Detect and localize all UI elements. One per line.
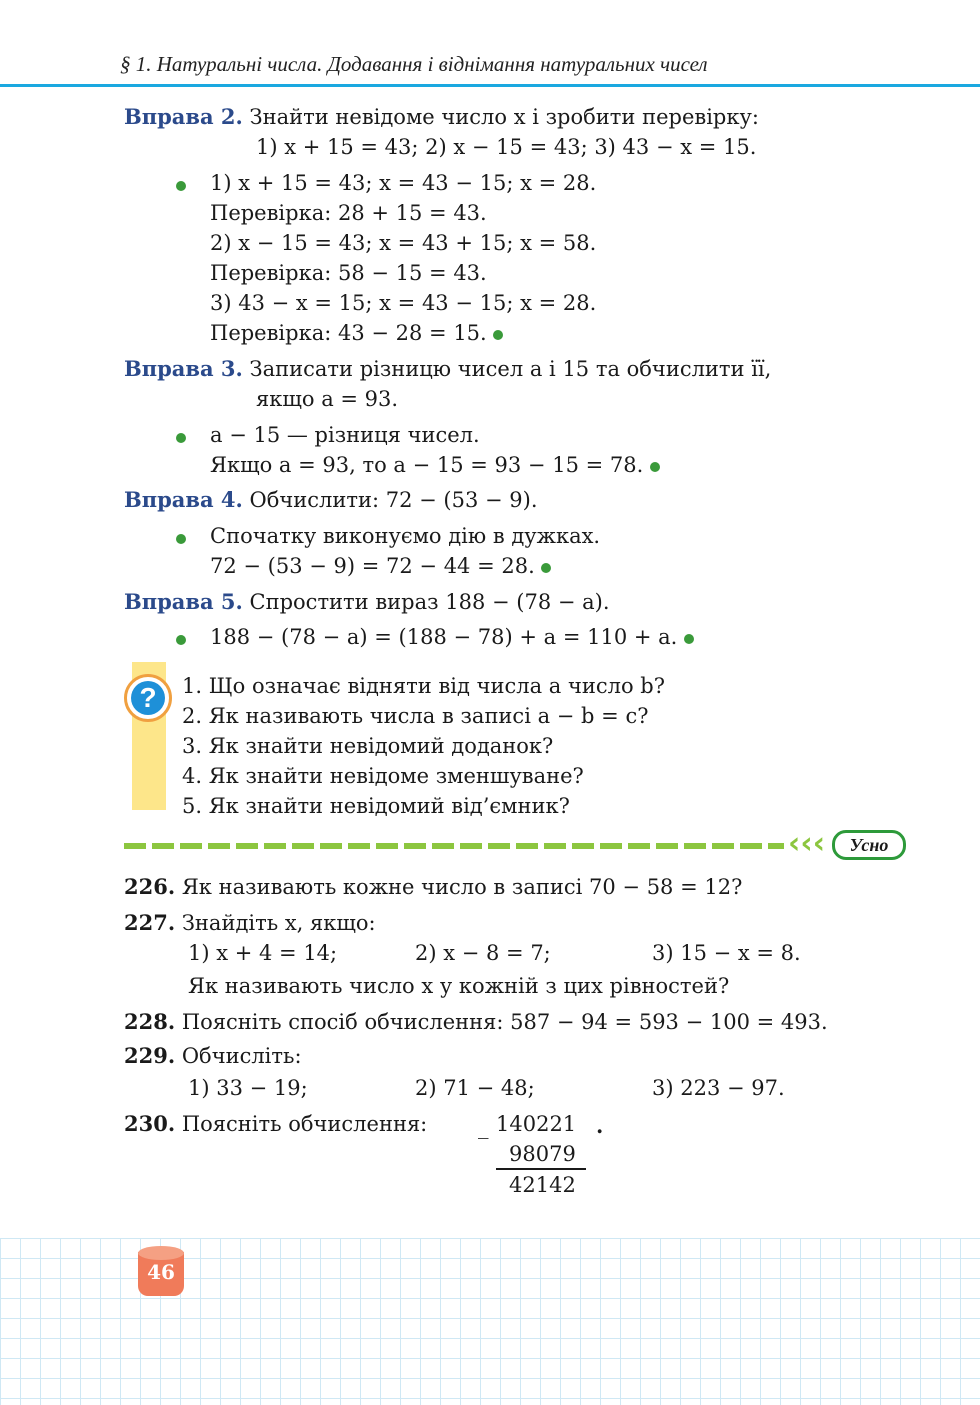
solution-text: 72 − (53 − 9) = 72 − 44 = 28. <box>210 554 535 578</box>
problem-number: 229. <box>124 1043 176 1068</box>
minus-sign: _ <box>478 1115 489 1139</box>
chevrons-icon: ‹‹‹ <box>788 826 826 861</box>
problem-227 <box>124 908 376 938</box>
solution-line: a − 15 — різниця чисел. <box>210 423 480 447</box>
section-badge-oral: Усно <box>832 830 906 860</box>
exercise-task: Записати різницю чисел a і 15 та обчислити її, <box>249 357 772 381</box>
question-mark-glyph: ? <box>131 681 165 715</box>
problem-text: Знайдіть x, якщо: <box>181 911 376 935</box>
solution-line-end <box>210 622 694 652</box>
exercise-2-heading <box>124 102 759 132</box>
problem-227-part-1: 1) x + 4 = 14; <box>188 941 338 965</box>
problem-text: Поясніть обчислення: <box>181 1112 428 1136</box>
solution-line: Спочатку виконуємо дію в дужках. <box>210 524 601 548</box>
page-number-tab <box>138 1246 184 1298</box>
solution-line: Перевірка: 28 + 15 = 43. <box>210 201 487 225</box>
end-dot-icon <box>541 563 551 573</box>
question-item: 3. Як знайти невідомий доданок? <box>182 734 554 758</box>
exercise-task: Спростити вираз 188 − (78 − a). <box>249 590 610 614</box>
problem-227-part-2: 2) x − 8 = 7; <box>415 941 551 965</box>
question-item: 1. Що означає відняти від числа a число b? <box>182 674 665 698</box>
page-number: 46 <box>147 1260 175 1284</box>
solution-line-end <box>210 551 551 581</box>
exercise-task: Знайти невідоме число x і зробити перевірку: <box>249 105 759 129</box>
running-header: § 1. Натуральні числа. Додавання і віднімання натуральних чисел <box>120 52 708 76</box>
solution-line-end <box>210 450 660 480</box>
problem-text: Обчисліть: <box>181 1044 302 1068</box>
difference: 42142 <box>509 1173 576 1197</box>
end-dot-icon <box>650 462 660 472</box>
problem-number: 227. <box>124 910 176 935</box>
problem-228 <box>124 1007 828 1037</box>
exercise-label: Вправа 3. <box>124 356 243 381</box>
exercise-3-task-cont: якщо a = 93. <box>256 387 399 411</box>
problem-230 <box>124 1109 427 1139</box>
problem-229 <box>124 1041 302 1071</box>
problem-number: 230. <box>124 1111 176 1136</box>
question-item: 2. Як називають числа в записі a − b = c? <box>182 704 649 728</box>
trailing-dot: . <box>596 1113 604 1138</box>
problem-number: 226. <box>124 874 176 899</box>
header-rule <box>0 84 980 87</box>
problem-text: Як називають кожне число в записі 70 − 58 = 12? <box>181 875 743 899</box>
solution-line: 1) x + 15 = 43; x = 43 − 15; x = 28. <box>210 171 597 195</box>
question-item: 4. Як знайти невідоме зменшуване? <box>182 764 584 788</box>
exercise-3-heading <box>124 354 771 384</box>
problem-229-part-1: 1) 33 − 19; <box>188 1076 308 1100</box>
end-dot-icon <box>684 634 694 644</box>
solution-line: Перевірка: 58 − 15 = 43. <box>210 261 487 285</box>
exercise-4-heading <box>124 485 538 515</box>
problem-227-question: Як називають число x у кожній з цих рівностей? <box>188 974 730 998</box>
question-mark-icon <box>124 674 172 722</box>
problem-text: Поясніть спосіб обчислення: 587 − 94 = 593 − 100 = 493. <box>181 1010 828 1034</box>
exercise-label: Вправа 2. <box>124 104 243 129</box>
question-item: 5. Як знайти невідомий від’ємник? <box>182 794 570 818</box>
subtrahend: 98079 <box>509 1142 576 1166</box>
solution-line: 2) x − 15 = 43; x = 43 + 15; x = 58. <box>210 231 597 255</box>
exercise-2-equations: 1) x + 15 = 43; 2) x − 15 = 43; 3) 43 − x = 15. <box>256 135 757 159</box>
bullet-icon <box>176 534 186 544</box>
section-divider <box>124 843 784 849</box>
solution-text: Перевірка: 43 − 28 = 15. <box>210 321 487 345</box>
exercise-label: Вправа 5. <box>124 589 243 614</box>
problem-229-part-2: 2) 71 − 48; <box>415 1076 535 1100</box>
end-dot-icon <box>493 330 503 340</box>
problem-226 <box>124 872 742 902</box>
solution-text: 188 − (78 − a) = (188 − 78) + a = 110 + a. <box>210 625 678 649</box>
page-tab-top <box>138 1246 184 1260</box>
problem-227-part-3: 3) 15 − x = 8. <box>652 941 801 965</box>
bullet-icon <box>176 635 186 645</box>
exercise-5-heading <box>124 587 610 617</box>
exercise-task: Обчислити: 72 − (53 − 9). <box>249 488 538 512</box>
problem-number: 228. <box>124 1009 176 1034</box>
problem-229-part-3: 3) 223 − 97. <box>652 1076 785 1100</box>
bullet-icon <box>176 181 186 191</box>
solution-line-end <box>210 318 503 348</box>
bullet-icon <box>176 433 186 443</box>
solution-line: 3) 43 − x = 15; x = 43 − 15; x = 28. <box>210 291 597 315</box>
exercise-label: Вправа 4. <box>124 487 243 512</box>
solution-text: Якщо a = 93, то a − 15 = 93 − 15 = 78. <box>210 453 644 477</box>
minuend: 140221 <box>496 1112 577 1136</box>
